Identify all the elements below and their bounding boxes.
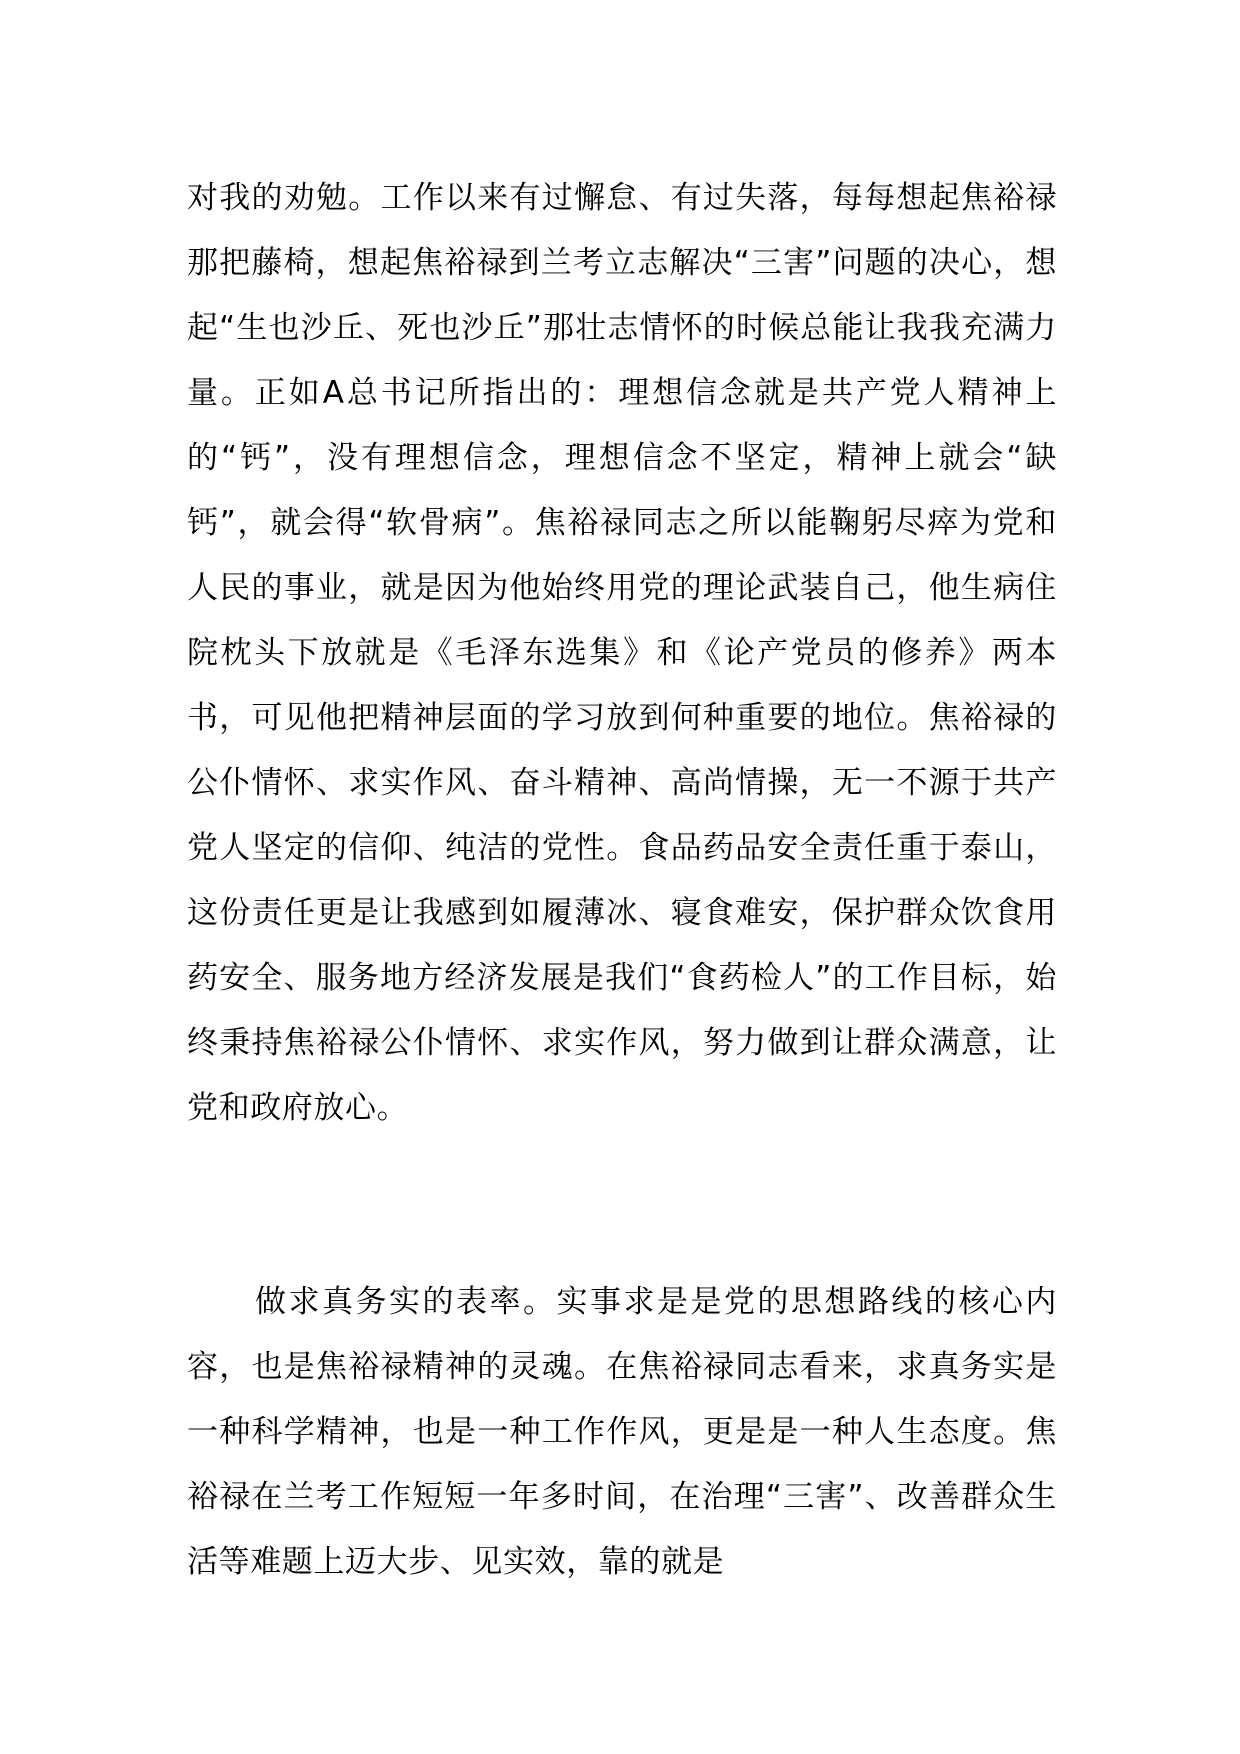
body-paragraph: 做求真务实的表率。实事求是是党的思想路线的核心内容，也是焦裕禄精神的灵魂。在焦裕禄同志看来，求真务实是一种科学精神，也是一种工作作风，更是是一种人生态度。焦裕禄在兰考工作短短一年多时间，在治理“三害”、改善群众生活等难题上迈大步、见实效，靠的就是 bbox=[187, 1284, 1057, 1580]
body-paragraph: 对我的劝勉。工作以来有过懈怠、有过失落，每每想起焦裕禄那把藤椅，想起焦裕禄到兰考立志解决“三害”问题的决心，想起“生也沙丘、死也沙丘”那壮志情怀的时候总能让我我充满力量。正如A总书记所指出的：理想信念就是共产党人精神上的“钙”，没有理想信念，理想信念不坚定，精神上就会“缺钙”，就会得“软骨病”。焦裕禄同志之所以能鞠躬尽瘁为党和人民的事业，就是因为他始终用党的理论武装自己，他生病住院枕头下放就是《毛泽东选集》和《论产党员的修养》两本书，可见他把精神层面的学习放到何种重要的地位。焦裕禄的公仆情怀、求实作风、奋斗精神、高尚情操，无一不源于共产党人坚定的信仰、纯洁的党性。食品药品安全责任重于泰山，这份责任更是让我感到如履薄冰、寝食难安，保护群众饮食用药安全、服务地方经济发展是我们“食药检人”的工作目标，始终秉持焦裕禄公仆情怀、求实作风，努力做到让群众满意，让党和政府放心。 bbox=[187, 180, 1057, 1126]
